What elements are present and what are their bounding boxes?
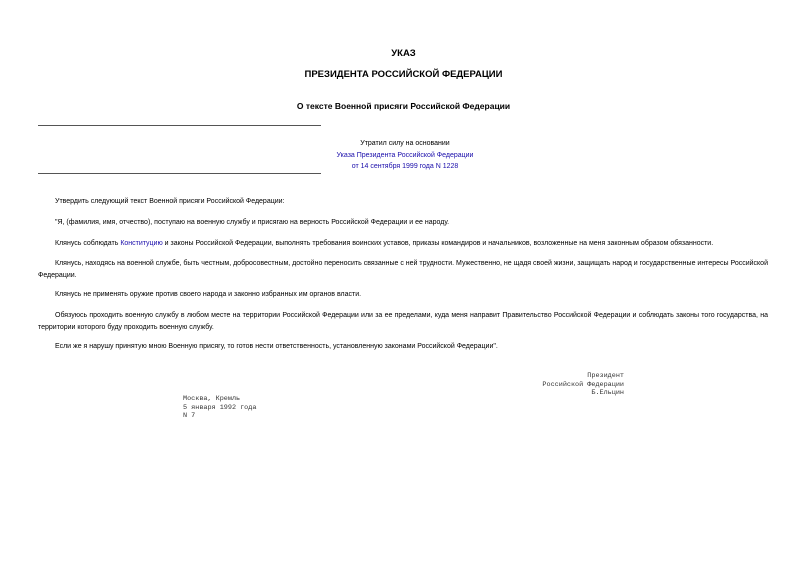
paragraph-1: Утвердить следующий текст Военной присяги Российской Федерации: bbox=[55, 198, 285, 205]
paragraph-6: Обязуюсь проходить военную службу в любом месте на территории Российской Федерации или за ее пределами, куда меня направит Правительство Российской Федерации и соблюдать законы того государства, на территории которого буду проходить военную службу. bbox=[38, 312, 768, 331]
signature-title: Президент bbox=[587, 372, 624, 380]
paragraph-3-end: и законы Российской Федерации, выполнять требования воинских уставов, приказы командиров и начальников, возложенные на меня законным образом обязанности. bbox=[162, 240, 714, 247]
paragraph-5: Клянусь не применять оружие против своего народа и законно избранных им органов власти. bbox=[55, 291, 362, 298]
paragraph-2: "Я, (фамилия, имя, отчество), поступаю на военную службу и присягаю на верность Российской Федерации и ее народу. bbox=[55, 219, 450, 226]
signature-country: Российской Федерации bbox=[542, 380, 624, 389]
signature-name: Б.Ельцин bbox=[591, 389, 624, 398]
document-title: О тексте Военной присяги Российской Федерации bbox=[296, 101, 511, 111]
repeal-notice-text: Утратил силу на основании bbox=[360, 140, 450, 147]
date: 5 января 1992 года bbox=[183, 403, 257, 412]
divider-bottom bbox=[38, 173, 321, 174]
repeal-notice bbox=[305, 138, 505, 173]
document-issuer: ПРЕЗИДЕНТА РОССИЙСКОЙ ФЕДЕРАЦИИ bbox=[304, 69, 503, 80]
divider-top bbox=[38, 125, 321, 126]
constitution-link[interactable]: Конституцию bbox=[120, 240, 163, 247]
place-date-block bbox=[183, 395, 256, 421]
decree-number: N 7 bbox=[183, 412, 196, 421]
place: Москва, Кремль bbox=[183, 395, 241, 403]
paragraph-3-start: Клянусь соблюдать bbox=[55, 240, 121, 247]
paragraph-3 bbox=[38, 238, 768, 250]
document-type: УКАЗ bbox=[391, 48, 416, 59]
paragraph-7: Если же я нарушу принятую мною Военную присягу, то готов нести ответственность, установленную законами Российской Федерации". bbox=[55, 343, 498, 350]
paragraph-4: Клянусь, находясь на военной службе, быть честным, добросовестным, достойно переносить связанные с ней трудности. Мужественно, не щадя своей жизни, защищать народ и государственные интересы Российской Федерации. bbox=[38, 260, 768, 279]
signature-block bbox=[542, 372, 624, 398]
repeal-decree-link[interactable]: Указа Президента Российской Федерации bbox=[336, 151, 474, 159]
repeal-decree-date-link[interactable]: от 14 сентября 1999 года N 1228 bbox=[351, 163, 459, 170]
